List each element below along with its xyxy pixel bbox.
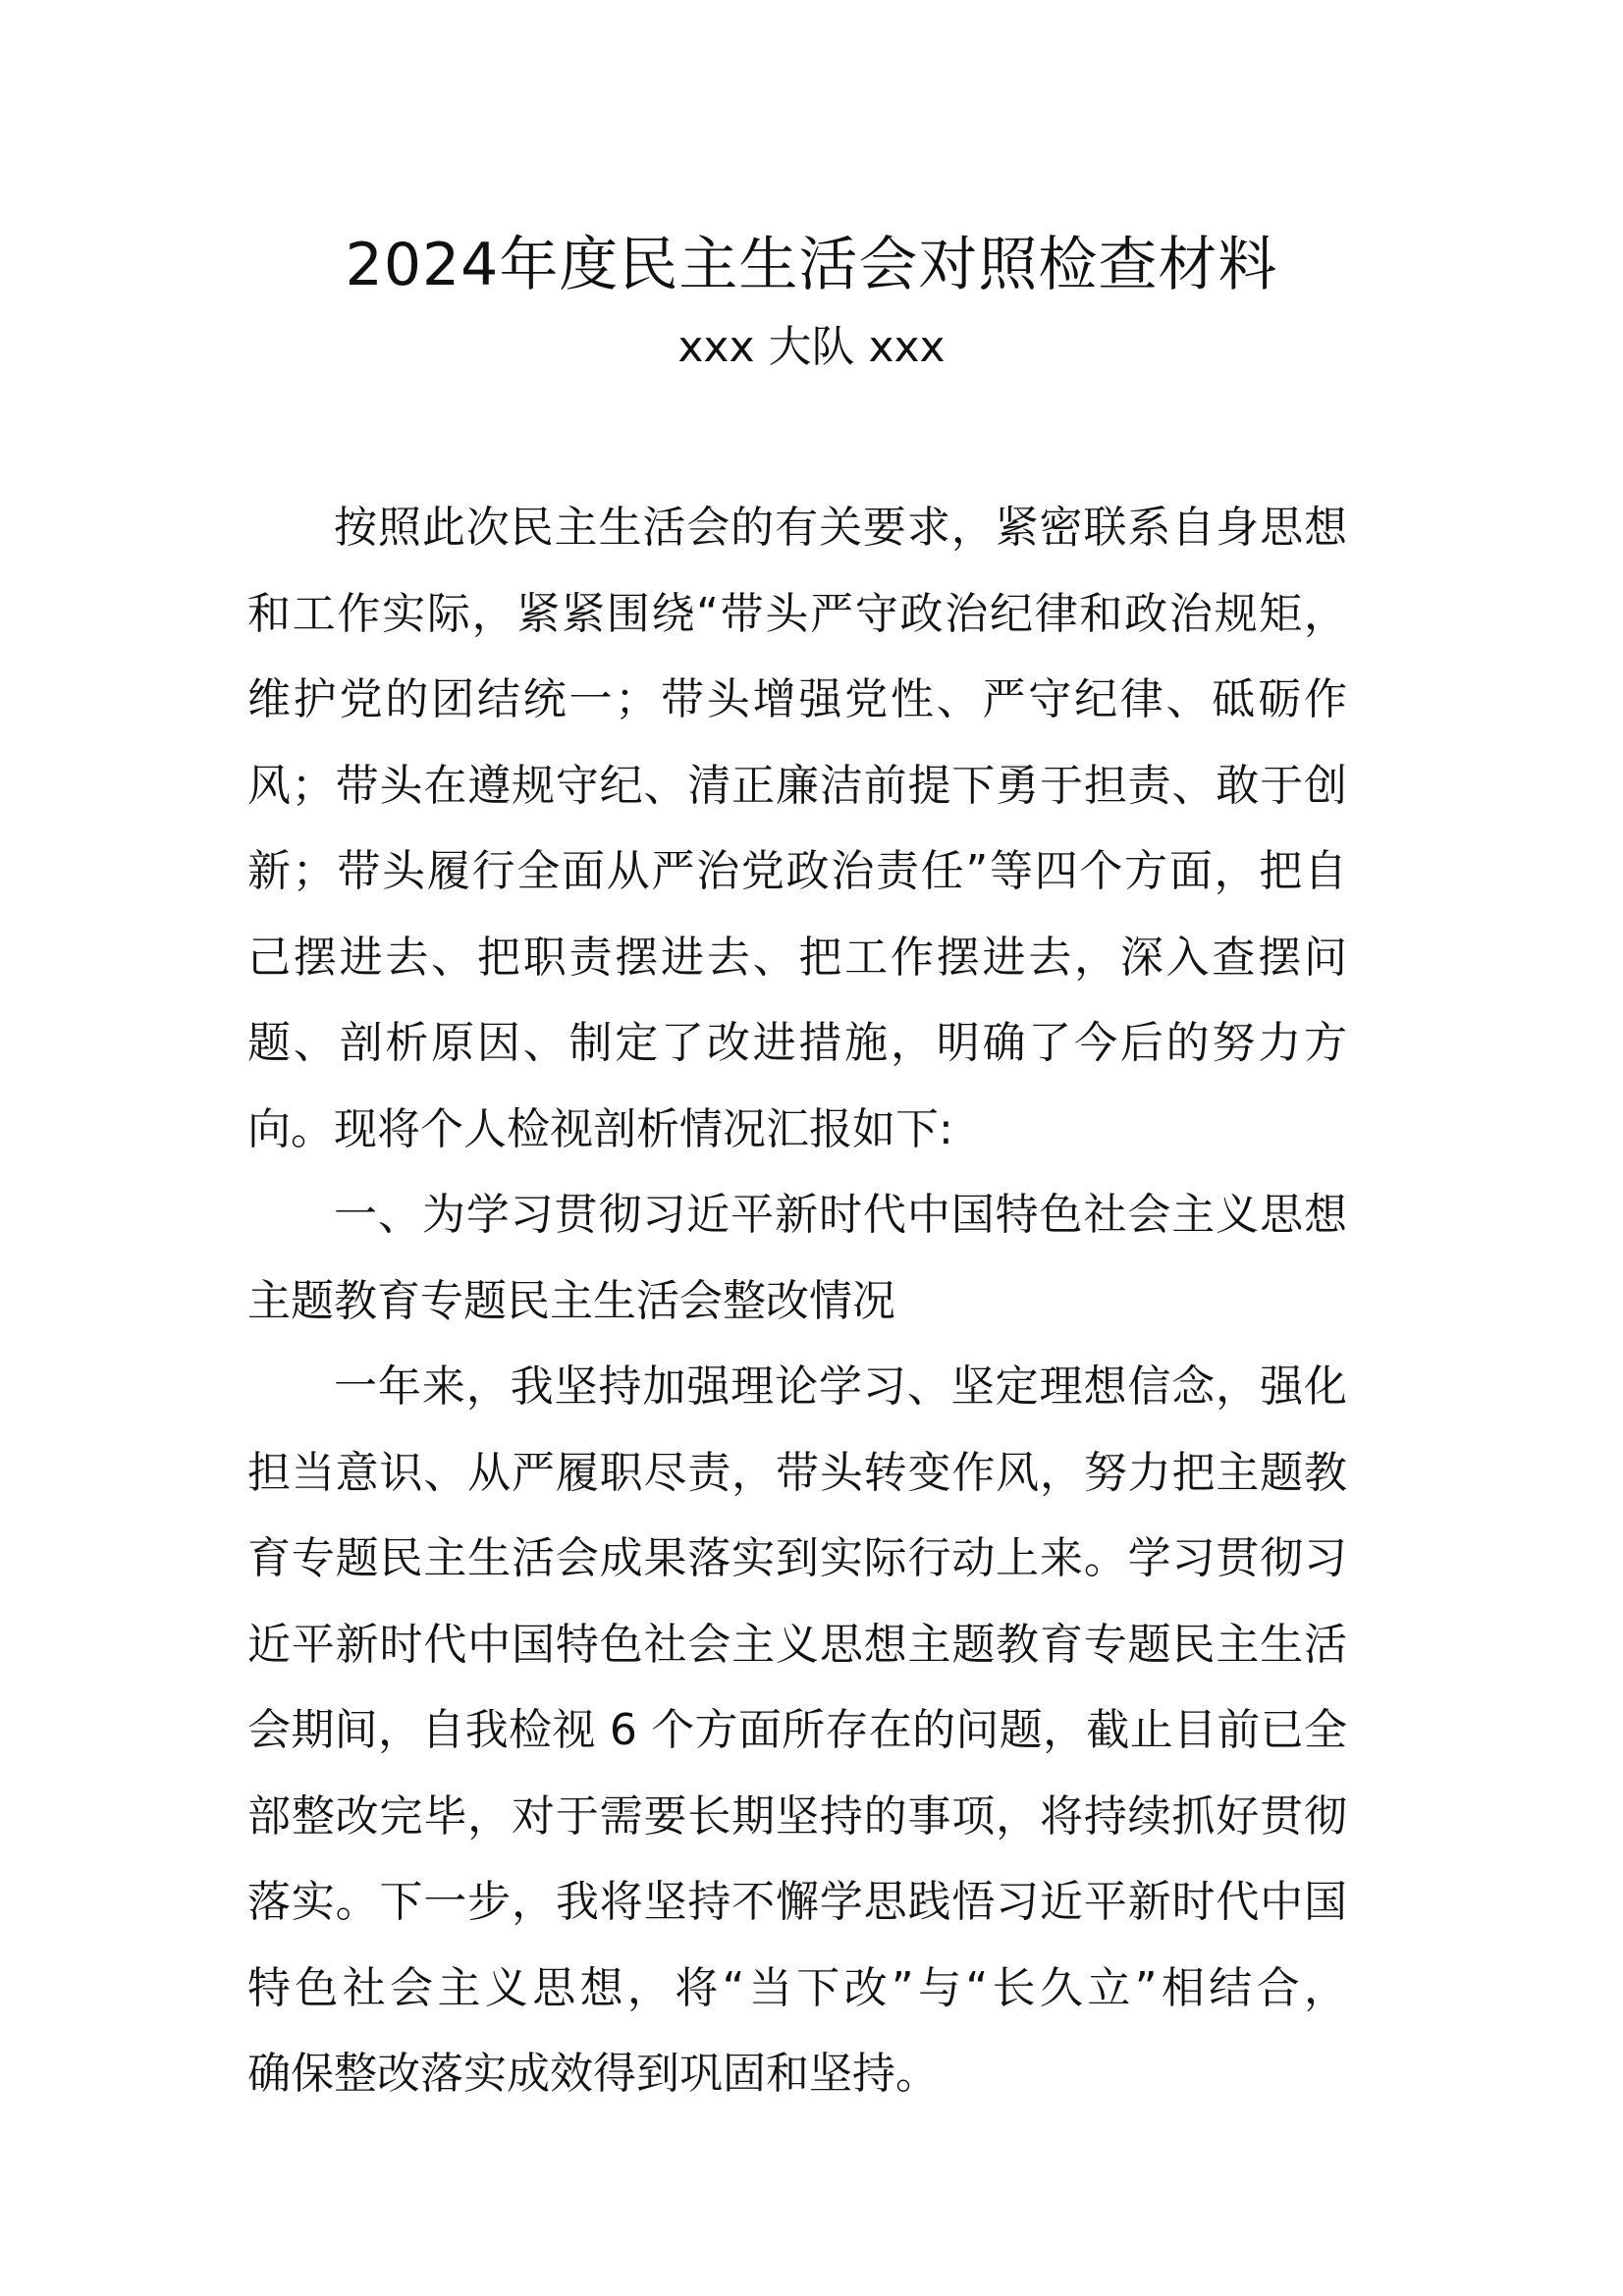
body-line: 和工作实际，紧紧围绕“带头严守政治纪律和政治规矩，	[247, 588, 1347, 639]
body-line: 维护党的团结统一；带头增强党性、严守纪律、砥砺作	[247, 674, 1347, 724]
body-line: 确保整改落实成效得到巩固和坚持。	[247, 2049, 939, 2099]
body-line: 担当意识、从严履职尽责，带头转变作风，努力把主题教	[247, 1447, 1347, 1498]
body-line: 风；带头在遵规守纪、清正廉洁前提下勇于担责、敢于创	[247, 760, 1347, 811]
body-line: 新；带头履行全面从严治党政治责任”等四个方面，把自	[247, 846, 1347, 896]
body-line: 按照此次民主生活会的有关要求，紧密联系自身思想	[334, 503, 1347, 553]
body-line: 一年来，我坚持加强理论学习、坚定理想信念，强化	[334, 1362, 1347, 1412]
document-title: 2024年度民主生活会对照检查材料	[345, 231, 1278, 299]
body-line: 己摆进去、把职责摆进去、把工作摆进去，深入查摆问	[247, 932, 1347, 983]
body-line: 一、为学习贯彻习近平新时代中国特色社会主义思想	[334, 1190, 1347, 1240]
body-line: 主题教育专题民主生活会整改情况	[247, 1275, 895, 1326]
body-line: 部整改完毕，对于需要长期坚持的事项，将持续抓好贯彻	[247, 1790, 1347, 1842]
body-line: 特色社会主义思想，将“当下改”与“长久立”相结合，	[247, 1962, 1347, 2013]
document-body	[247, 485, 1347, 2117]
body-line: 向。现将个人检视剖析情况汇报如下:	[247, 1103, 953, 1154]
body-line: 题、剖析原因、制定了改进措施，明确了今后的努力方	[247, 1018, 1347, 1068]
body-line: 近平新时代中国特色社会主义思想主题教育专题民主生活	[247, 1619, 1347, 1670]
body-line: 落实。下一步，我将坚持不懈学思践悟习近平新时代中国	[247, 1877, 1347, 1927]
document-author: xxx 大队 xxx	[677, 322, 946, 372]
body-line: 育专题民主生活会成果落实到实际行动上来。学习贯彻习	[247, 1533, 1347, 1583]
body-line: 会期间，自我检视 6 个方面所存在的问题，截止目前已全	[247, 1705, 1347, 1755]
